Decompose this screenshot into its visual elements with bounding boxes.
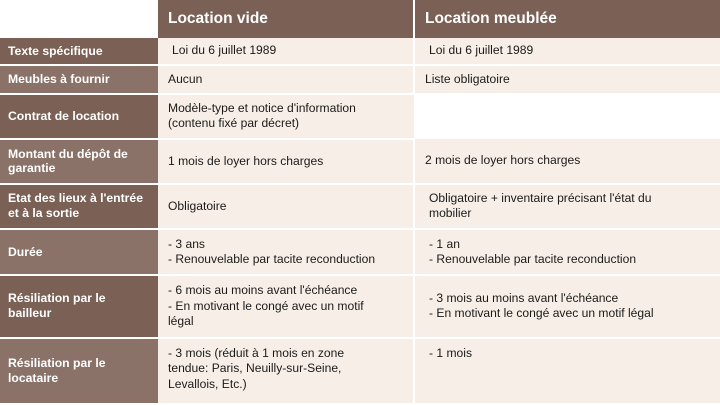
cell-resiliation-locataire-vide-line3: Levallois, Etc.) xyxy=(168,376,247,391)
cell-resiliation-locataire-vide-line2: tendue: Paris, Neuilly-sur-Seine, xyxy=(168,361,342,376)
cell-etat-meuble-line1: Obligatoire + inventaire précisant l'état du xyxy=(429,190,652,205)
row-label-contrat-de-location: Contrat de location xyxy=(0,94,158,140)
row-label-meubles-a-fournir: Meubles à fournir xyxy=(0,65,158,93)
cell-resiliation-locataire-meuble xyxy=(414,338,720,404)
cell-resiliation-bailleur-vide-line2: - En motivant le congé avec un motif xyxy=(168,298,364,313)
cell-depot-vide: 1 mois de loyer hors charges xyxy=(158,139,414,183)
cell-duree-meuble-line2: - Renouvelable par tacite reconduction xyxy=(429,251,637,266)
table-row xyxy=(0,338,720,404)
cell-resiliation-locataire-vide xyxy=(158,338,414,404)
row-label-etat-des-lieux: Etat des lieux à l'entrée et à la sortie xyxy=(0,184,158,230)
table-header-row xyxy=(0,0,720,38)
cell-texte-specifique-vide: Loi du 6 juillet 1989 xyxy=(158,38,414,65)
cell-etat-meuble-line2: mobilier xyxy=(429,206,472,221)
row-label-duree: Durée xyxy=(0,229,158,275)
table-row xyxy=(0,184,720,230)
header-location-meublee: Location meublée xyxy=(414,0,720,38)
cell-resiliation-locataire-vide-line1: - 3 mois (réduit à 1 mois en zone xyxy=(168,345,345,360)
cell-duree-meuble xyxy=(414,229,720,275)
cell-duree-vide-line2: - Renouvelable par tacite reconduction xyxy=(168,251,376,266)
header-blank-cell xyxy=(0,0,158,38)
cell-etat-meuble xyxy=(414,184,720,230)
table-row xyxy=(0,275,720,338)
table-row xyxy=(0,65,720,93)
cell-meubles-meuble: Liste obligatoire xyxy=(414,65,720,93)
cell-resiliation-bailleur-vide xyxy=(158,275,414,338)
cell-duree-meuble-line1: - 1 an xyxy=(429,236,460,251)
table-row xyxy=(0,139,720,183)
row-label-depot-garantie: Montant du dépôt de garantie xyxy=(0,139,158,183)
cell-resiliation-bailleur-vide-line3: légal xyxy=(168,313,194,328)
cell-etat-vide: Obligatoire xyxy=(158,184,414,230)
cell-resiliation-locataire-meuble-line1: - 1 mois xyxy=(429,345,473,360)
table-row xyxy=(0,94,720,140)
cell-contrat-span: Modèle-type et notice d'information (contenu fixé par décret) xyxy=(158,94,414,140)
cell-duree-vide xyxy=(158,229,414,275)
cell-meubles-vide: Aucun xyxy=(158,65,414,93)
cell-duree-vide-line1: - 3 ans xyxy=(168,236,205,251)
row-label-texte-specifique: Texte spécifique xyxy=(0,38,158,65)
row-label-resiliation-bailleur: Résiliation par le bailleur xyxy=(0,275,158,338)
cell-resiliation-bailleur-meuble-line2: - En motivant le congé avec un motif légal xyxy=(429,306,654,321)
cell-resiliation-bailleur-meuble xyxy=(414,275,720,338)
table-row xyxy=(0,38,720,65)
cell-resiliation-bailleur-vide-line1: - 6 mois au moins avant l'échéance xyxy=(168,283,358,298)
cell-resiliation-bailleur-meuble-line1: - 3 mois au moins avant l'échéance xyxy=(429,290,619,305)
cell-depot-meuble: 2 mois de loyer hors charges xyxy=(414,139,720,183)
cell-texte-specifique-meuble: Loi du 6 juillet 1989 xyxy=(414,38,720,65)
header-location-vide: Location vide xyxy=(158,0,414,38)
row-label-resiliation-locataire: Résiliation par le locataire xyxy=(0,338,158,404)
table-row xyxy=(0,229,720,275)
